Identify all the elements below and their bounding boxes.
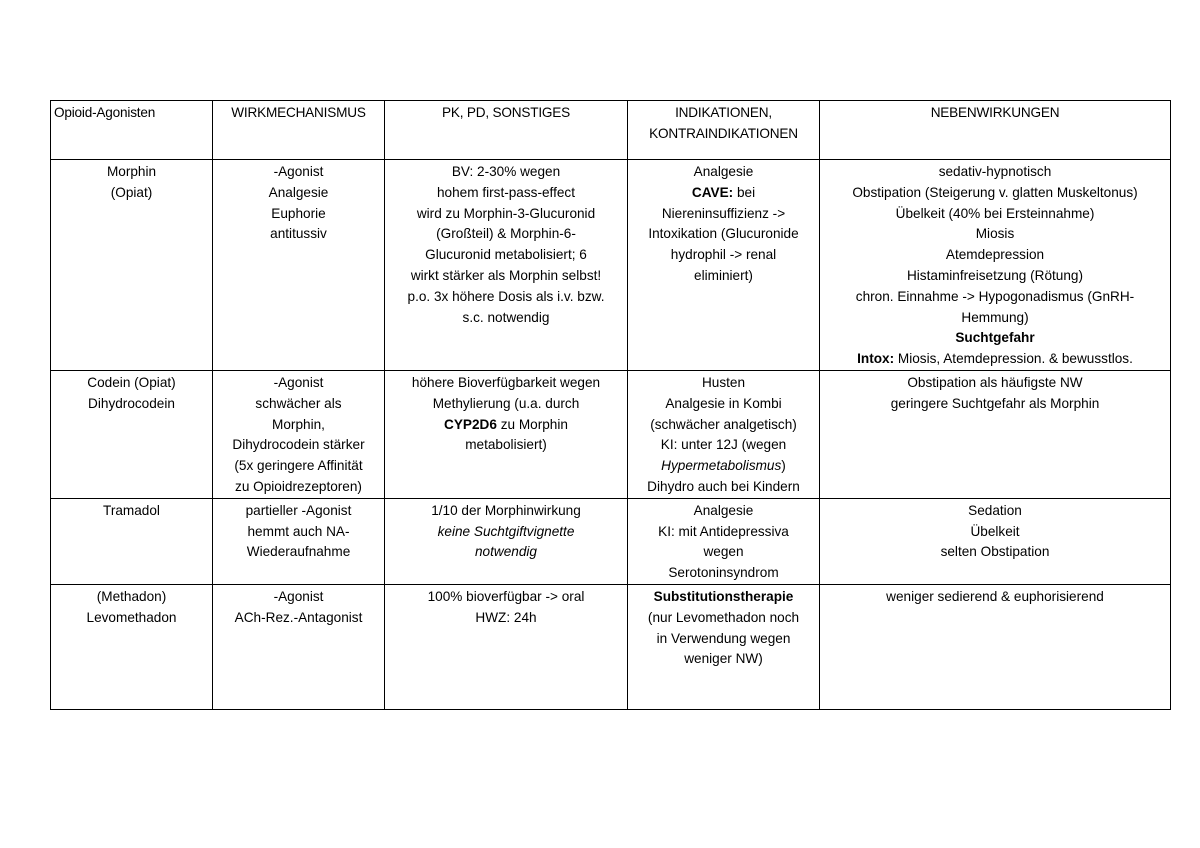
cell-line: s.c. notwendig xyxy=(462,309,550,325)
cell-indikationen xyxy=(628,160,820,371)
cell-line: KI: mit Antidepressiva xyxy=(658,523,789,539)
cell-line: Obstipation (Steigerung v. glatten Muskeltonus) xyxy=(852,184,1138,200)
cell-line-italic: keine Suchtgiftvignette xyxy=(437,523,575,539)
cell-wirkmechanismus xyxy=(213,584,385,709)
hyper-italic: Hypermetabolismus xyxy=(661,458,782,474)
cell-pk-pd xyxy=(385,160,628,371)
cell-line: Dihydro auch bei Kindern xyxy=(647,478,800,494)
table-row-methadon xyxy=(51,584,1171,709)
header-line: WIRKMECHANISMUS xyxy=(231,105,366,120)
cell-line: Analgesie in Kombi xyxy=(665,395,782,411)
cell-indikationen xyxy=(628,370,820,498)
cell-line: Analgesie xyxy=(693,502,754,518)
cell-line: Morphin xyxy=(106,164,157,179)
cell-wirkmechanismus xyxy=(213,498,385,584)
cell-line: selten Obstipation xyxy=(940,544,1050,560)
cell-line: geringere Suchtgefahr als Morphin xyxy=(890,395,1100,411)
cell-line: Übelkeit xyxy=(970,523,1020,539)
cell-line: höhere Bioverfügbarkeit wegen xyxy=(411,374,601,390)
cell-line: weniger sedierend & euphorisierend xyxy=(886,588,1104,604)
cell-line: Übelkeit (40% bei Ersteinnahme) xyxy=(895,205,1095,221)
cell-line: (schwächer analgetisch) xyxy=(650,416,797,432)
header-wirkmechanismus xyxy=(213,101,385,160)
cell-line: 100% bioverfügbar -> oral xyxy=(427,588,585,604)
cell-line: chron. Einnahme -> Hypogonadismus (GnRH- xyxy=(855,288,1135,304)
cell-line: antitussiv xyxy=(270,226,327,242)
cell-line: eliminiert) xyxy=(694,267,753,283)
header-indikationen xyxy=(628,101,820,160)
cell-line: hohem first-pass-effect xyxy=(436,184,575,200)
cell-line: Histaminfreisetzung (Rötung) xyxy=(906,267,1084,283)
cell-line: Euphorie xyxy=(271,205,326,221)
cell-line-italic: notwendig xyxy=(475,544,537,560)
cell-line: Obstipation als häufigste NW xyxy=(907,374,1083,390)
cell-line: Levomethadon xyxy=(86,609,177,625)
cave-label: CAVE: xyxy=(691,184,734,200)
cell-line: Dihydrocodein stärker xyxy=(232,437,365,453)
header-line: KONTRAINDIKATIONEN xyxy=(649,125,798,141)
cell-line: Wiederaufnahme xyxy=(246,544,351,560)
cell-line: wird zu Morphin-3-Glucuronid xyxy=(416,205,596,221)
cell-line: hydrophil -> renal xyxy=(670,247,777,263)
cell-line: p.o. 3x höhere Dosis als i.v. bzw. xyxy=(407,288,605,304)
cell-wirkmechanismus xyxy=(213,370,385,498)
cell-line: KI: unter 12J (wegen xyxy=(660,437,787,453)
cell-pk-pd xyxy=(385,370,628,498)
cell-line: sedativ-hypnotisch xyxy=(938,164,1052,179)
cell-line-bold: Substitutionstherapie xyxy=(653,588,794,604)
cell-pk-pd xyxy=(385,498,628,584)
cell-line: ACh-Rez.-Antagonist xyxy=(234,609,363,625)
cell-line: (Methadon) xyxy=(96,588,167,604)
header-opioid-agonisten xyxy=(51,101,213,160)
cell-line: Niereninsuffizienz -> xyxy=(661,205,786,221)
cell-line: BV: 2-30% wegen xyxy=(451,164,561,179)
cell-line: Atemdepression xyxy=(945,247,1045,263)
cell-line: HWZ: 24h xyxy=(475,609,537,625)
cell-line: 1/10 der Morphinwirkung xyxy=(431,502,581,518)
cell-wirkmechanismus xyxy=(213,160,385,371)
cell-line: zu Opioidrezeptoren) xyxy=(235,478,362,494)
cell-line: schwächer als xyxy=(255,395,342,411)
cell-line: Dihydrocodein xyxy=(88,395,175,411)
cell-line: Miosis xyxy=(975,226,1015,242)
cell-line: Morphin, xyxy=(272,416,325,432)
cell-line: Codein (Opiat) xyxy=(87,374,176,390)
header-line: INDIKATIONEN, xyxy=(675,105,772,120)
cell-line: Hemmung) xyxy=(961,309,1029,325)
intox-rest: Miosis, Atemdepression. & bewusstlos. xyxy=(894,351,1133,367)
header-pk-pd-sonstiges xyxy=(385,101,628,160)
cell-nebenwirkungen xyxy=(820,498,1171,584)
cell-line: Sedation xyxy=(968,502,1022,518)
cyp-label: CYP2D6 xyxy=(444,416,497,432)
cell-line: -Agonist xyxy=(273,374,324,390)
cell-substance xyxy=(51,160,213,371)
cell-line: (Opiat) xyxy=(110,184,153,200)
cell-line: Analgesie xyxy=(693,164,754,179)
cell-line: Serotoninsyndrom xyxy=(668,565,779,581)
header-line: Opioid-Agonisten xyxy=(54,105,156,120)
cell-line: wirkt stärker als Morphin selbst! xyxy=(410,267,602,283)
cell-line: Tramadol xyxy=(103,502,160,518)
cell-indikationen xyxy=(628,498,820,584)
hyper-rest: ) xyxy=(781,458,786,474)
cell-line: Methylierung (u.a. durch xyxy=(432,395,580,411)
header-line: PK, PD, SONSTIGES xyxy=(441,105,571,120)
cell-indikationen xyxy=(628,584,820,709)
intox-label: Intox: xyxy=(857,351,895,367)
cell-pk-pd xyxy=(385,584,628,709)
cell-line: -Agonist xyxy=(273,164,324,179)
cell-line: partieller -Agonist xyxy=(245,502,352,518)
cell-substance xyxy=(51,370,213,498)
header-nebenwirkungen xyxy=(820,101,1171,160)
cell-line: (5x geringere Affinität xyxy=(234,458,363,474)
cell-substance xyxy=(51,584,213,709)
cell-line: Glucuronid metabolisiert; 6 xyxy=(425,247,587,263)
table-row-codein xyxy=(51,370,1171,498)
cell-line: Analgesie xyxy=(268,184,329,200)
cell-line: hemmt auch NA- xyxy=(247,523,350,539)
cell-line-suchtgefahr: Suchtgefahr xyxy=(955,330,1035,346)
cell-line-hyper xyxy=(631,456,816,477)
cell-line: in Verwendung wegen xyxy=(656,630,791,646)
cell-nebenwirkungen xyxy=(820,584,1171,709)
cell-nebenwirkungen xyxy=(820,370,1171,498)
cell-line: wegen xyxy=(703,544,744,560)
cell-line-cyp xyxy=(388,415,624,436)
cell-nebenwirkungen xyxy=(820,160,1171,371)
cell-line: metabolisiert) xyxy=(465,437,547,453)
opioid-agonist-table xyxy=(50,100,1171,710)
cell-line: (Großteil) & Morphin-6- xyxy=(436,226,576,242)
cell-line: Intoxikation (Glucuronide xyxy=(648,226,799,242)
cave-rest: bei xyxy=(733,184,756,200)
table-row-morphin xyxy=(51,160,1171,371)
cell-line: Husten xyxy=(701,374,746,390)
cell-line: weniger NW) xyxy=(684,651,763,667)
header-line: NEBENWIRKUNGEN xyxy=(930,105,1060,120)
cell-line: (nur Levomethadon noch xyxy=(647,609,800,625)
cyp-rest: zu Morphin xyxy=(496,416,568,432)
cell-line: -Agonist xyxy=(273,588,324,604)
cell-substance xyxy=(51,498,213,584)
cell-line-intox xyxy=(823,349,1167,370)
table-row-tramadol xyxy=(51,498,1171,584)
header-row xyxy=(51,101,1171,160)
cell-line-cave xyxy=(631,183,816,204)
